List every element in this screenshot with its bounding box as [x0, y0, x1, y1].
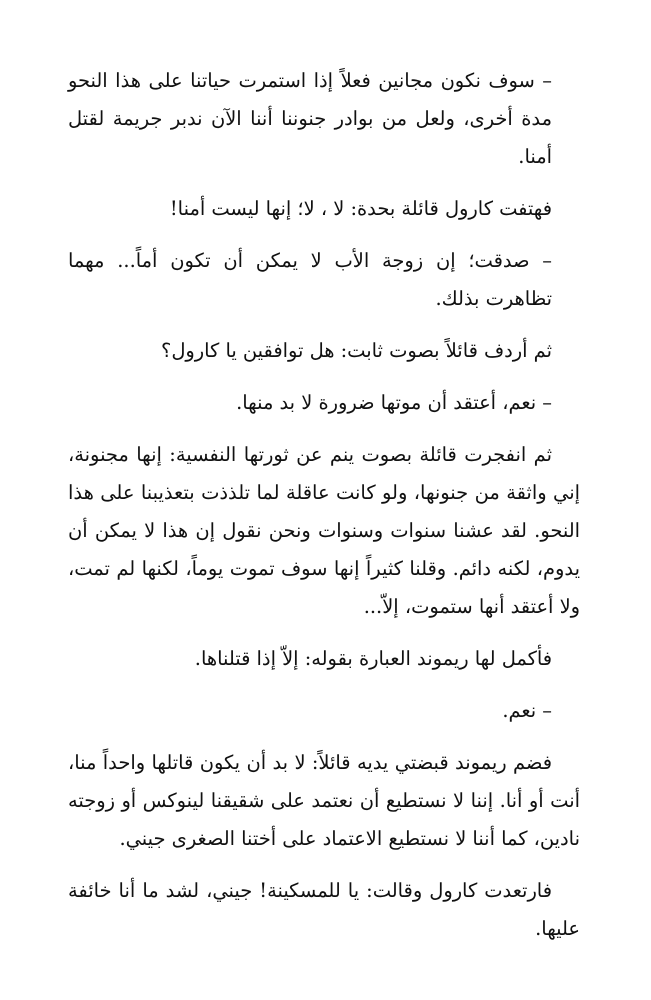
paragraph-gap — [68, 626, 580, 640]
paragraph-gap — [68, 228, 580, 242]
paragraph-9: فضم ريموند قبضتي يديه قائلاً: لا بد أن يكون قاتلها واحداً منا، أنت أو أنا. إننا لا نستطيع أن نعتمد على شقيقنا لينوكس أو زوجته نادين، كما أننا لا نستطيع الاعتماد على أختنا الصغرى جيني. — [68, 751, 580, 850]
paragraph-10: فارتعدت كارول وقالت: يا للمسكينة! جيني، لشد ما أنا خائفة عليها. — [68, 879, 580, 940]
paragraph-6: ثم انفجرت قائلة بصوت ينم عن ثورتها النفسية: إنها مجنونة، إني واثقة من جنونها، ولو كانت عاقلة لما تلذذت بتعذيبنا على هذا النحو. لقد عشنا سنوات وسنوات ونحن نقول إن هذا لا يمكن أن يدوم، لكنه دائم. وقلنا كثيراً إنها سوف تموت يوماً، لكنها لم تمت، ولا أعتقد أنها ستموت، إلاّ... — [68, 443, 580, 618]
paragraph-gap — [68, 318, 580, 332]
paragraph-5: – نعم، أعتقد أن موتها ضرورة لا بد منها. — [236, 391, 552, 414]
paragraph-2: فهتفت كارول قائلة بحدة: لا ، لا؛ إنها ليست أمنا! — [169, 197, 552, 220]
paragraph-gap — [68, 176, 580, 190]
paragraph-gap — [68, 858, 580, 872]
paragraph-gap — [68, 422, 580, 436]
paragraph-3: – صدقت؛ إن زوجة الأب لا يمكن أن تكون أماً... مهما تظاهرت بذلك. — [68, 249, 552, 310]
paragraph-1: – سوف نكون مجانين فعلاً إذا استمرت حياتنا على هذا النحو مدة أخرى، ولعل من بوادر جنوننا أننا الآن ندبر جريمة لقتل أمنا. — [68, 69, 552, 168]
paragraph-7: فأكمل لها ريموند العبارة بقوله: إلاّ إذا قتلناها. — [194, 647, 552, 670]
book-page — [68, 62, 580, 948]
paragraph-gap — [68, 730, 580, 744]
paragraph-gap — [68, 678, 580, 692]
paragraph-gap — [68, 370, 580, 384]
paragraph-4: ثم أردف قائلاً بصوت ثابت: هل توافقين يا كارول؟ — [161, 339, 552, 362]
paragraph-8: – نعم. — [502, 699, 552, 722]
